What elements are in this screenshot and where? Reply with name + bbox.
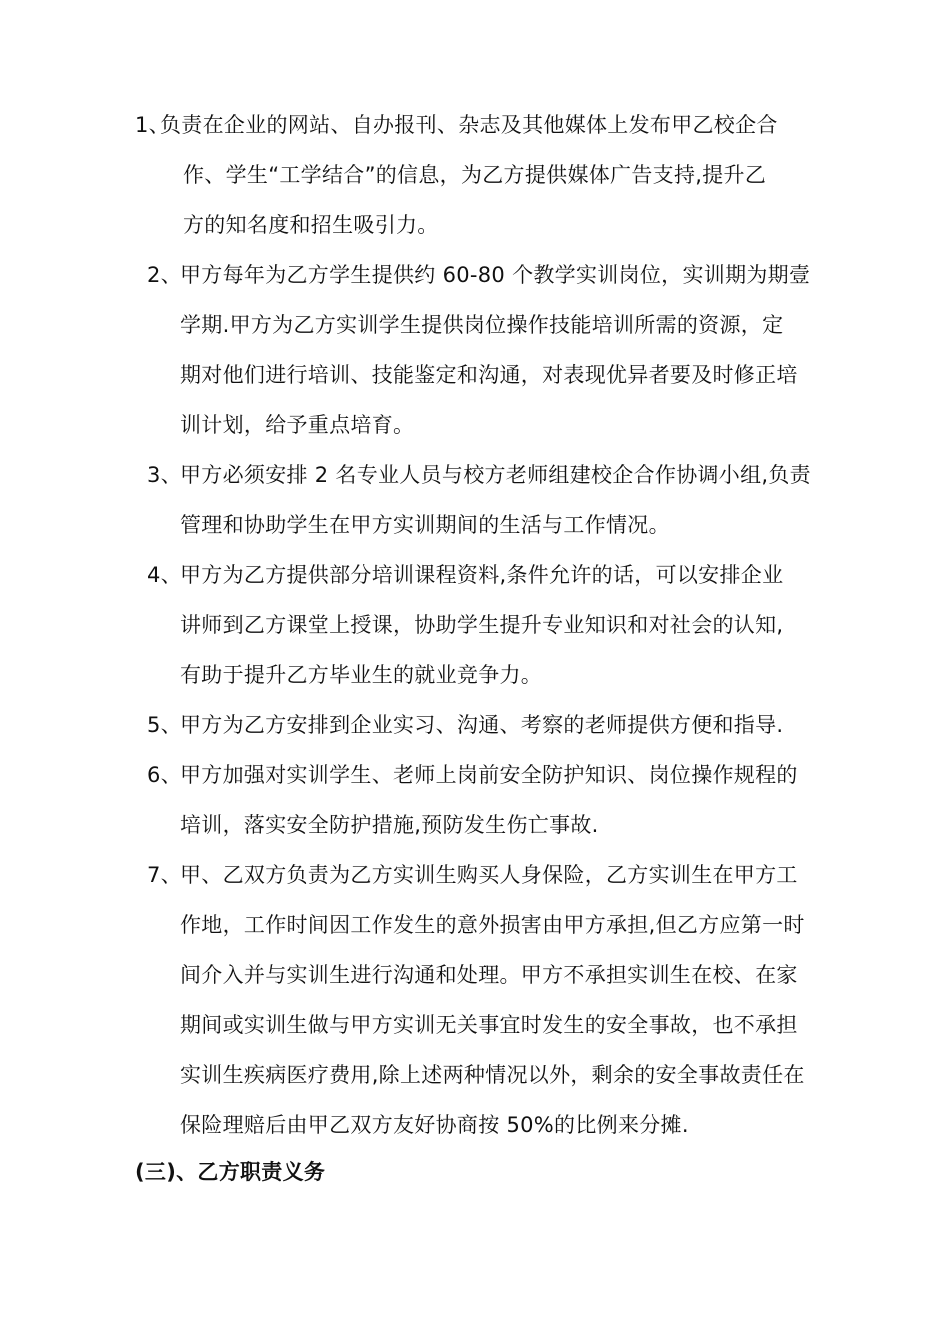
item-line: 甲方每年为乙方学生提供约 60-80 个教学实训岗位，实训期为期壹 — [180, 263, 811, 287]
item-line: 间介入并与实训生进行沟通和处理。甲方不承担实训生在校、在家 — [180, 963, 798, 987]
item-line: 培训，落实安全防护措施,预防发生伤亡事故. — [180, 813, 599, 837]
item-line: 期对他们进行培训、技能鉴定和沟通，对表现优异者要及时修正培 — [180, 363, 798, 387]
item-number: 5、 — [147, 713, 182, 737]
item-line: 甲、乙双方负责为乙方实训生购买人身保险，乙方实训生在甲方工 — [180, 863, 798, 887]
item-line: 学期.甲方为乙方实训学生提供岗位操作技能培训所需的资源，定 — [180, 313, 784, 337]
item-number: 1、 — [135, 113, 170, 137]
item-line: 训计划，给予重点培育。 — [180, 413, 415, 437]
item-line: 管理和协助学生在甲方实训期间的生活与工作情况。 — [180, 513, 670, 537]
item-number: 7、 — [147, 863, 182, 887]
item-line: 实训生疾病医疗费用,除上述两种情况以外，剩余的安全事故责任在 — [180, 1063, 805, 1087]
item-line: 有助于提升乙方毕业生的就业竞争力。 — [180, 663, 543, 687]
section-heading: (三)、乙方职责义务 — [135, 1160, 326, 1184]
item-number: 6、 — [147, 763, 182, 787]
item-line: 方的知名度和招生吸引力。 — [183, 213, 439, 237]
item-line: 讲师到乙方课堂上授课，协助学生提升专业知识和对社会的认知, — [180, 613, 784, 637]
item-line: 保险理赔后由甲乙双方友好协商按 50%的比例来分摊. — [180, 1113, 689, 1137]
item-line: 甲方加强对实训学生、老师上岗前安全防护知识、岗位操作规程的 — [180, 763, 798, 787]
item-number: 2、 — [147, 263, 182, 287]
item-line: 作地，工作时间因工作发生的意外损害由甲方承担,但乙方应第一时 — [180, 913, 805, 937]
item-line: 期间或实训生做与甲方实训无关事宜时发生的安全事故，也不承担 — [180, 1013, 798, 1037]
item-line: 甲方必须安排 2 名专业人员与校方老师组建校企合作协调小组,负责 — [180, 463, 811, 487]
item-line: 负责在企业的网站、自办报刊、杂志及其他媒体上发布甲乙校企合 — [160, 113, 778, 137]
item-line: 作、学生“工学结合”的信息，为乙方提供媒体广告支持,提升乙 — [183, 163, 767, 187]
item-line: 甲方为乙方安排到企业实习、沟通、考察的老师提供方便和指导. — [180, 713, 784, 737]
item-number: 3、 — [147, 463, 182, 487]
item-number: 4、 — [147, 563, 182, 587]
item-line: 甲方为乙方提供部分培训课程资料,条件允许的话，可以安排企业 — [180, 563, 784, 587]
